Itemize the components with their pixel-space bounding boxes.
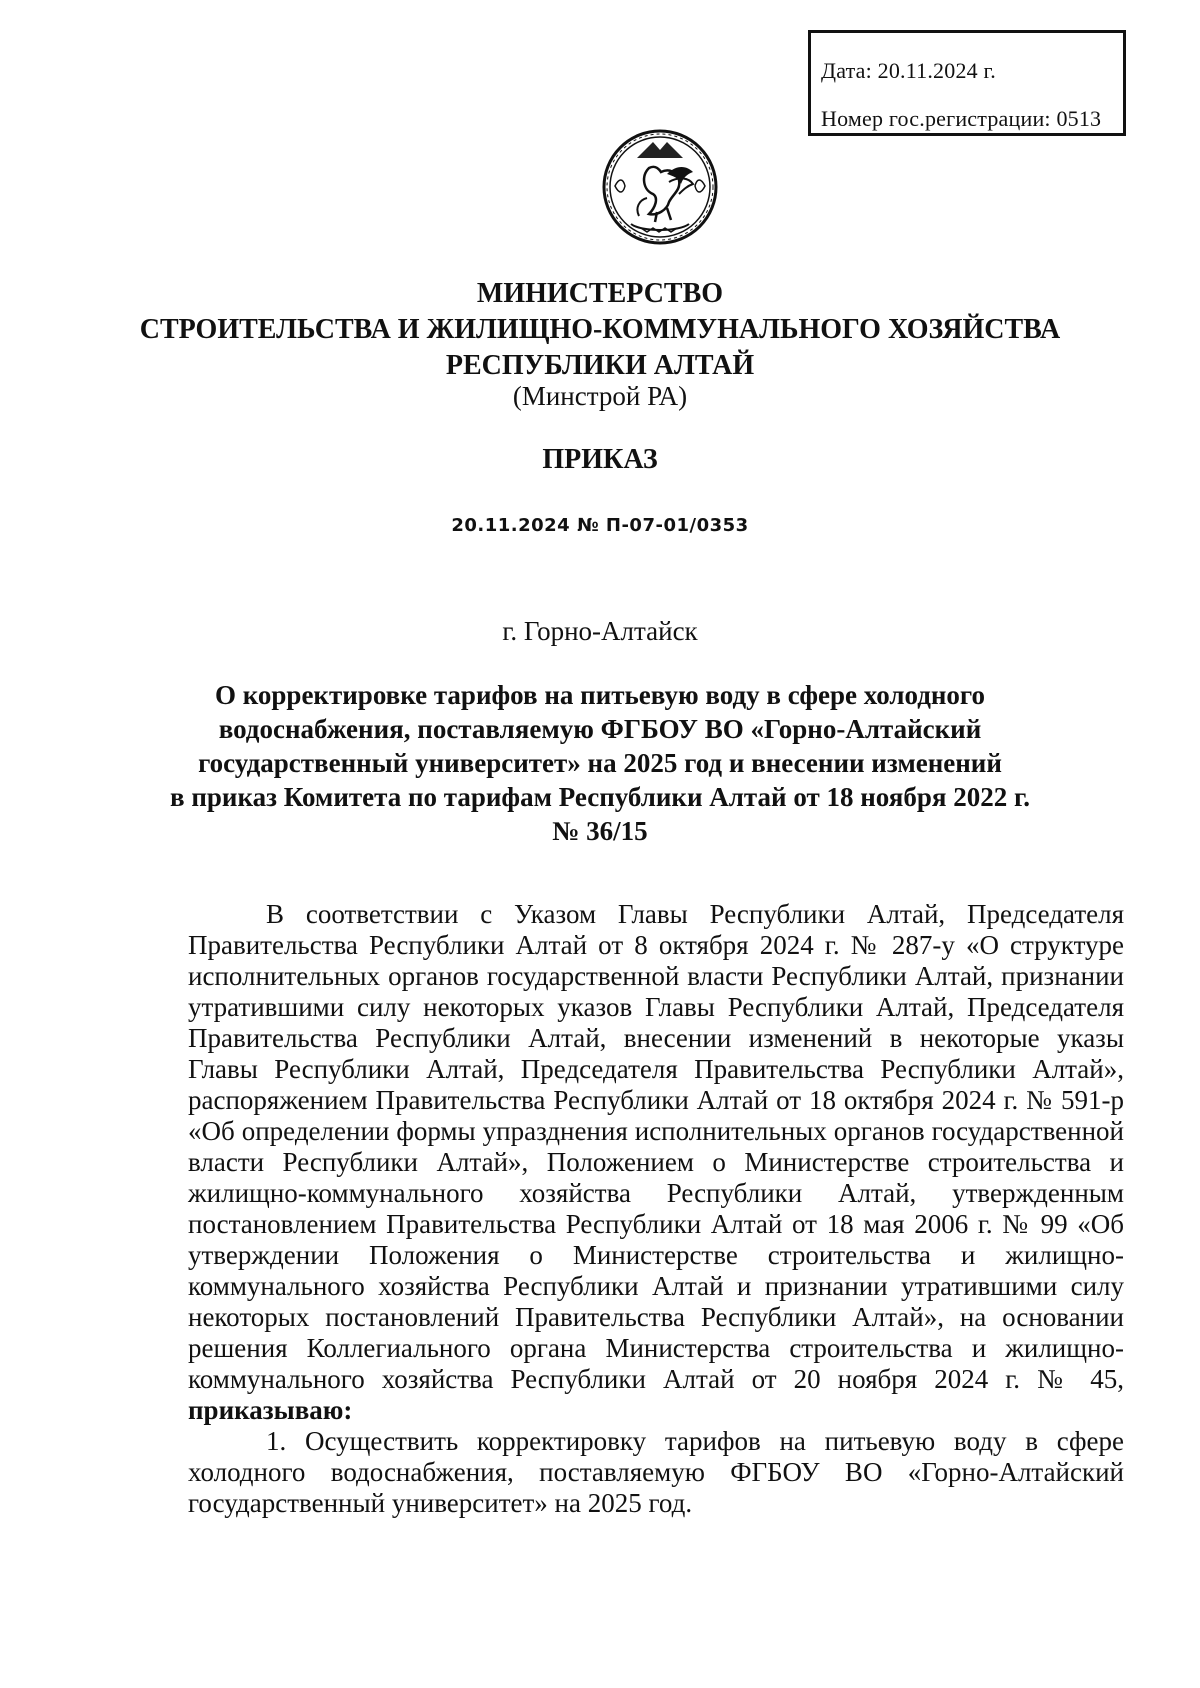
order-verb: приказываю: [188, 1395, 353, 1425]
registration-date: Дата: 20.11.2024 г. [821, 58, 996, 83]
title-line-5: № 36/15 [552, 816, 648, 846]
paragraph-1-text: В соответствии с Указом Главы Республики Алтай, Председателя Правительства Республики Алтай от 8 октября 2024 г. № 287-у «О структуре исполнительных органов государственной власти Республики Алтай, признании утратившими силу некоторых указов Главы Республики Алтай, Председателя Правительства Республики Алтай, внесении изменений в некоторые указы Главы Республики Алтай, Председателя Правительства Республики Алтай», распоряжением Правительства Республики Алтай от 18 октября 2024 г. № 591-р «Об определении формы упразднения исполнительных органов государственной власти Республики Алтай», Положением о Министерстве строительства и жилищно-коммунального хозяйства Республики Алтай, утвержденным постановлением Правительства Республики Алтай от 18 мая 2006 г. № 99 «Об утверждении Положения о Министерстве строительства и жилищно-коммунального хозяйства Республики Алтай и признании утратившими силу некоторых постановлений Правительства Республики Алтай», на основании решения Коллегиального органа Министерства строительства и жилищно-коммунального хозяйства Республики Алтай от 20 ноября 2024 г. № 45, [188, 899, 1124, 1394]
title-line-1: О корректировке тарифов на питьевую воду в сфере холодного [214, 680, 986, 710]
document-city: г. Горно-Алтайск [502, 616, 698, 646]
registration-number: Номер гос.регистрации: 0513 [821, 106, 1102, 131]
ministry-line-3: РЕСПУБЛИКИ АЛТАЙ [445, 350, 755, 381]
body-paragraph-2: 1. Осуществить корректировку тарифов на питьевую воду в сфере холодного водоснабжения, поставляемую ФГБОУ ВО «Горно-Алтайский государственный университет» на 2025 год. [188, 1426, 1124, 1518]
document-body [188, 899, 1124, 1519]
registration-stamp [808, 30, 1126, 136]
ministry-short-name: (Минстрой РА) [512, 381, 688, 411]
title-line-2: водоснабжения, поставляемую ФГБОУ ВО «Горно-Алтайский [218, 714, 982, 744]
document-number: 20.11.2024 № П-07-01/0353 [451, 515, 749, 536]
title-line-4: в приказ Комитета по тарифам Республики Алтай от 18 ноября 2022 г. [170, 782, 1030, 812]
ministry-line-1: МИНИСТЕРСТВО [476, 278, 724, 309]
body-paragraph-1 [188, 899, 1124, 1426]
title-line-3: государственный университет» на 2025 год и внесении изменений [198, 748, 1002, 778]
altai-republic-emblem-icon [601, 128, 719, 246]
document-title [0, 678, 1200, 848]
ministry-name [0, 276, 1200, 384]
ministry-line-2: СТРОИТЕЛЬСТВА И ЖИЛИЩНО-КОММУНАЛЬНОГО ХОЗЯЙСТВА [139, 314, 1061, 345]
document-type: ПРИКАЗ [542, 444, 658, 475]
